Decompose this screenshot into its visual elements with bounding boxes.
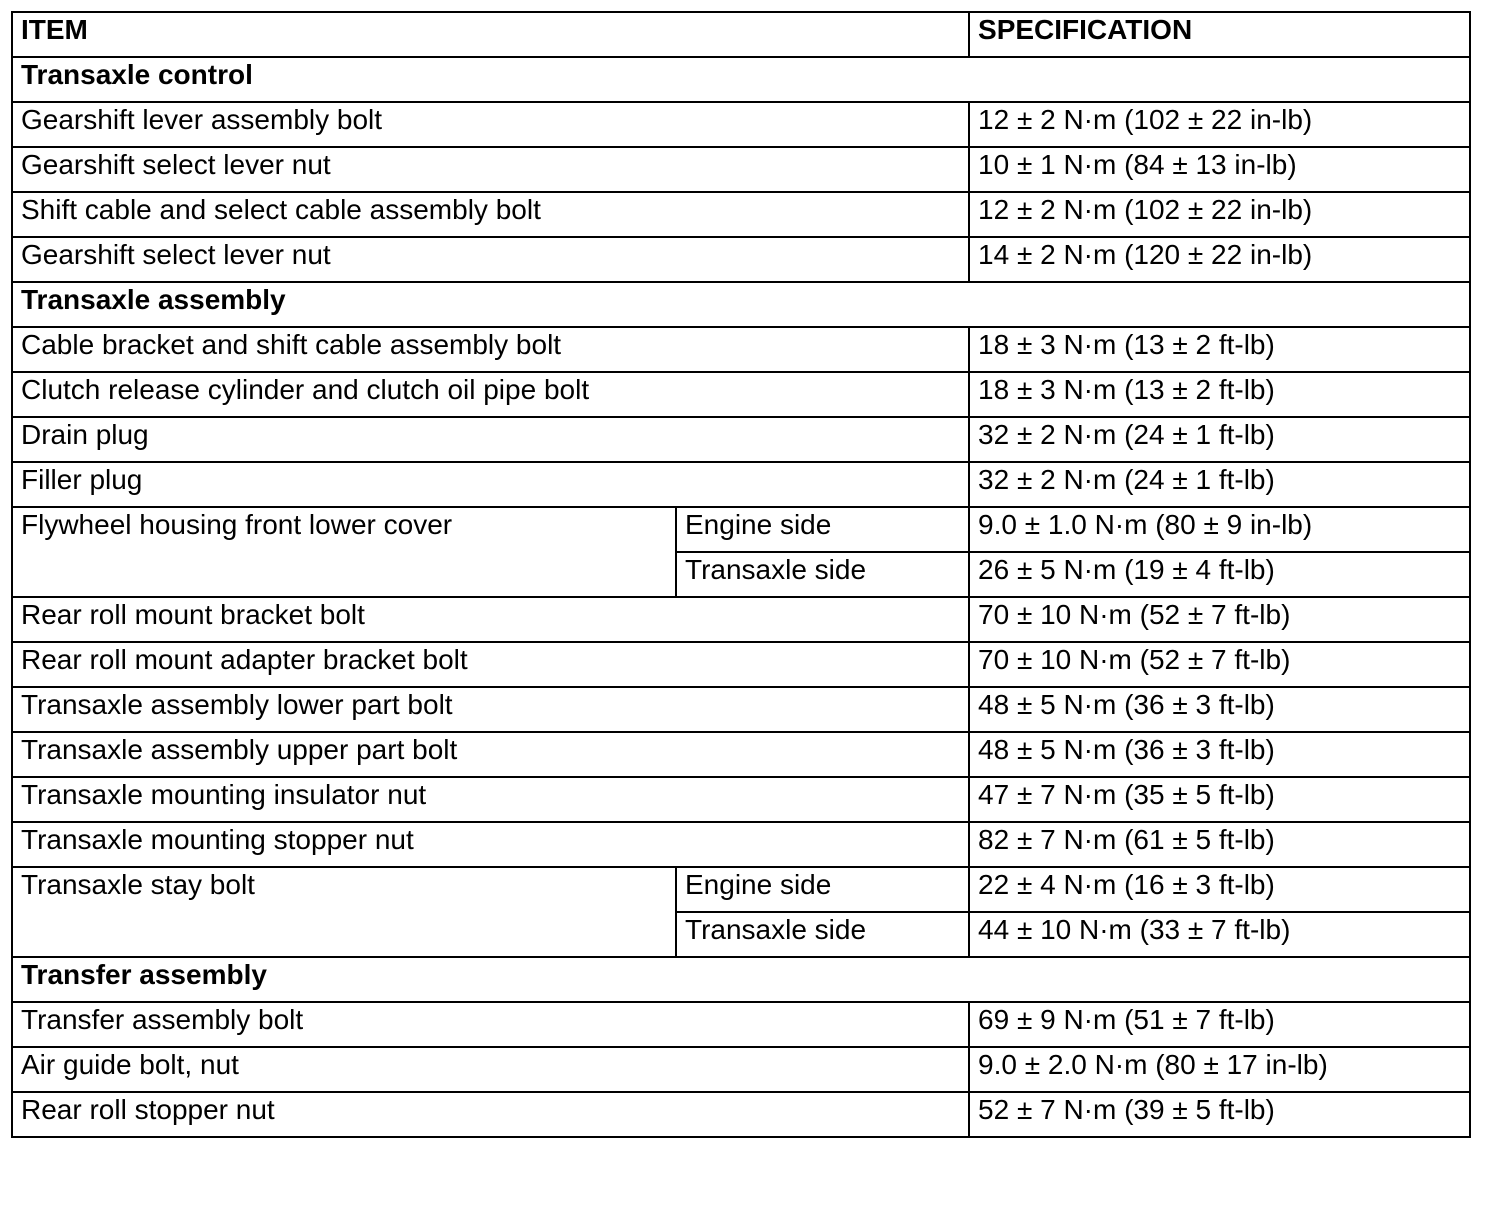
section-title: Transaxle assembly [12,282,1470,327]
item-cell: Rear roll mount adapter bracket bolt [12,642,969,687]
column-header-item: ITEM [12,12,969,57]
item-cell: Rear roll mount bracket bolt [12,597,969,642]
table-row [12,777,1470,822]
item-cell: Gearshift lever assembly bolt [12,102,969,147]
table-row [12,462,1470,507]
item-cell: Gearshift select lever nut [12,147,969,192]
spec-cell: 26 ± 5 N·m (19 ± 4 ft-lb) [969,552,1470,597]
item-cell: Transaxle mounting insulator nut [12,777,969,822]
table-row [12,507,1470,552]
item-cell: Filler plug [12,462,969,507]
item-cell: Cable bracket and shift cable assembly bolt [12,327,969,372]
table-row [12,417,1470,462]
spec-cell: 18 ± 3 N·m (13 ± 2 ft-lb) [969,327,1470,372]
spec-cell: 14 ± 2 N·m (120 ± 22 in-lb) [969,237,1470,282]
spec-cell: 12 ± 2 N·m (102 ± 22 in-lb) [969,102,1470,147]
spec-cell: 70 ± 10 N·m (52 ± 7 ft-lb) [969,597,1470,642]
table-row [12,1047,1470,1092]
spec-cell: 18 ± 3 N·m (13 ± 2 ft-lb) [969,372,1470,417]
item-cell: Transfer assembly bolt [12,1002,969,1047]
torque-spec-table [11,11,1471,1138]
table-row [12,822,1470,867]
table-row [12,372,1470,417]
item-cell: Rear roll stopper nut [12,1092,969,1137]
table-row [12,642,1470,687]
item-cell: Drain plug [12,417,969,462]
item-cell: Transaxle mounting stopper nut [12,822,969,867]
section-row [12,57,1470,102]
side-cell: Transaxle side [676,912,969,957]
item-cell: Transaxle assembly lower part bolt [12,687,969,732]
column-header-specification: SPECIFICATION [969,12,1470,57]
table-row [12,237,1470,282]
spec-cell: 47 ± 7 N·m (35 ± 5 ft-lb) [969,777,1470,822]
table-row [12,1092,1470,1137]
spec-cell: 44 ± 10 N·m (33 ± 7 ft-lb) [969,912,1470,957]
spec-cell: 52 ± 7 N·m (39 ± 5 ft-lb) [969,1092,1470,1137]
side-cell: Engine side [676,507,969,552]
header-row [12,12,1470,57]
spec-cell: 70 ± 10 N·m (52 ± 7 ft-lb) [969,642,1470,687]
spec-cell: 32 ± 2 N·m (24 ± 1 ft-lb) [969,417,1470,462]
table-row [12,687,1470,732]
item-cell: Transaxle assembly upper part bolt [12,732,969,777]
section-title: Transaxle control [12,57,1470,102]
table-row [12,102,1470,147]
section-row [12,957,1470,1002]
spec-cell: 22 ± 4 N·m (16 ± 3 ft-lb) [969,867,1470,912]
table-row [12,192,1470,237]
item-cell: Air guide bolt, nut [12,1047,969,1092]
table-row [12,597,1470,642]
spec-cell: 48 ± 5 N·m (36 ± 3 ft-lb) [969,687,1470,732]
spec-cell: 9.0 ± 2.0 N·m (80 ± 17 in-lb) [969,1047,1470,1092]
table-row [12,1002,1470,1047]
spec-cell: 69 ± 9 N·m (51 ± 7 ft-lb) [969,1002,1470,1047]
spec-cell: 10 ± 1 N·m (84 ± 13 in-lb) [969,147,1470,192]
section-row [12,282,1470,327]
section-title: Transfer assembly [12,957,1470,1002]
table-row [12,327,1470,372]
table-row [12,732,1470,777]
spec-cell: 48 ± 5 N·m (36 ± 3 ft-lb) [969,732,1470,777]
spec-cell: 9.0 ± 1.0 N·m (80 ± 9 in-lb) [969,507,1470,552]
item-cell: Gearshift select lever nut [12,237,969,282]
item-cell: Transaxle stay bolt [12,867,676,957]
spec-cell: 32 ± 2 N·m (24 ± 1 ft-lb) [969,462,1470,507]
spec-cell: 82 ± 7 N·m (61 ± 5 ft-lb) [969,822,1470,867]
item-cell: Flywheel housing front lower cover [12,507,676,597]
item-cell: Shift cable and select cable assembly bolt [12,192,969,237]
table-body [12,12,1470,1137]
table-row [12,867,1470,912]
side-cell: Engine side [676,867,969,912]
spec-cell: 12 ± 2 N·m (102 ± 22 in-lb) [969,192,1470,237]
side-cell: Transaxle side [676,552,969,597]
table-row [12,147,1470,192]
item-cell: Clutch release cylinder and clutch oil pipe bolt [12,372,969,417]
